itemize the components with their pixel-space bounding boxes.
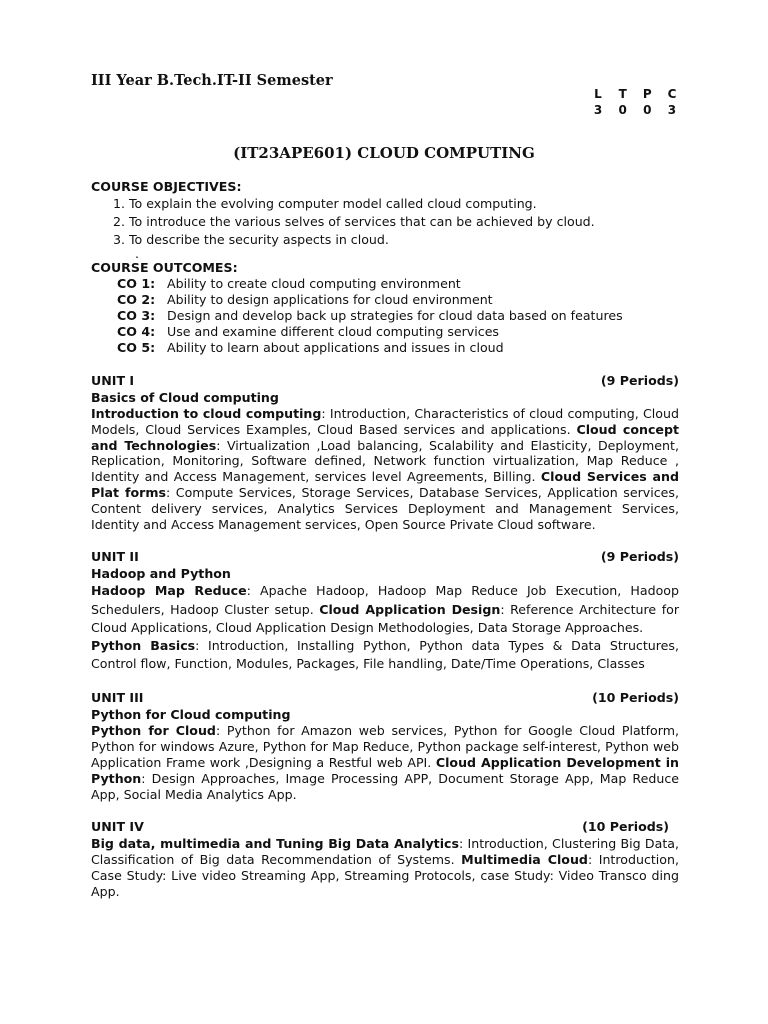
unit-1-topic-heading: Cloud Services and Plat forms [91,469,679,500]
unit-3-body [91,723,679,802]
outcome-item [117,324,679,340]
course-title: (IT23APE601) CLOUD COMPUTING [233,144,535,162]
unit-2-topic-text: : Apache Hadoop, Hadoop Map Reduce Job Execution, Hadoop Schedulers, Hadoop Cluster setup. [91,583,679,617]
outcome-item [117,276,679,292]
ltpc-value-l: 3 [593,103,603,117]
objective-item: 2. To introduce the various selves of services that can be achieved by cloud. [129,213,679,231]
unit-4-title: UNIT IV [91,819,144,835]
unit-1-title: UNIT I [91,373,135,388]
unit-4-header [91,818,679,836]
unit-1-body [91,406,679,532]
syllabus-content [91,178,679,900]
unit-1-subtitle: Basics of Cloud computing [91,390,279,405]
ltpc-value-t: 0 [618,103,627,117]
unit-4-topic-text: : Introduction, Clustering Big Data, Classification of Big data Recommendation of Systems. [91,836,680,868]
ltpc-table [592,86,684,118]
unit-1-topic-heading: Introduction to cloud computing [91,406,322,421]
outcome-item [117,308,679,324]
outcome-text: Ability to design applications for cloud environment [167,292,493,307]
unit-3-periods: (10 Periods) [592,690,679,706]
unit-4-body [91,836,679,899]
unit-3-subtitle: Python for Cloud computing [91,707,291,723]
outcomes-list [91,276,679,356]
outcomes-heading: COURSE OUTCOMES: [91,260,238,275]
unit-3 [91,689,679,802]
ltpc-values-row [592,102,678,118]
unit-2-title: UNIT II [91,549,139,565]
outcome-text: Ability to create cloud computing environment [167,276,461,291]
objectives-trailing-mark: . [135,246,140,261]
unit-2-header [91,548,679,566]
ltpc-value-c: 3 [667,103,677,117]
unit-2-topic-text: : Introduction, Installing Python, Python data Types & Data Structures, Control flow, Function, Modules, Packages, File handling, Date/Time Operations, Classes [91,637,679,672]
outcome-text: Design and develop back up strategies for cloud data based on features [167,308,623,323]
ltpc-label-c: C [667,87,677,101]
objectives-heading: COURSE OBJECTIVES: [91,179,242,194]
unit-1-topic-text: : Virtualization ,Load balancing, Scalability and Elasticity, Deployment, Replication, Monitoring, Software defined, Network function virtualization, Map Reduce , Identity and Access Management, services level Agreements, Billing. [91,437,679,485]
objective-item: 1. To explain the evolving computer model called cloud computing. [129,195,679,213]
ltpc-label-t: T [618,87,627,101]
year-semester-label: III Year B.Tech.IT-II Semester [91,72,333,89]
unit-1-periods: (9 Periods) [600,373,679,388]
outcome-item [117,292,679,308]
unit-2 [91,548,679,673]
unit-2-body-python [91,637,679,673]
ltpc-label-l: L [594,87,602,101]
outcome-code: CO 2: [117,292,156,307]
unit-2-topic-text: : Reference Architecture for Cloud Applications, Cloud Application Design Methodologies, Data Storage Approaches. [91,601,680,635]
unit-4-periods: (10 Periods) [582,819,669,835]
unit-4-topic-heading: Big data, multimedia and Tuning Big Data Analytics [91,836,459,852]
unit-2-topic-heading: Python Basics [91,637,196,653]
objective-item: 3. To describe the security aspects in cloud. [129,231,679,249]
outcome-code: CO 3: [117,308,156,323]
unit-1-header [91,372,679,390]
unit-1 [91,372,679,532]
outcome-item [117,340,679,356]
unit-3-title: UNIT III [91,690,144,706]
outcome-code: CO 5: [117,340,156,355]
unit-2-body [91,582,679,637]
unit-2-subtitle: Hadoop and Python [91,566,231,582]
outcome-code: CO 1: [117,276,156,291]
unit-3-header [91,689,679,707]
unit-2-periods: (9 Periods) [600,549,679,565]
unit-3-topic-heading: Cloud Application Development in Python [91,754,679,786]
unit-4-topic-heading: Multimedia Cloud [461,852,588,868]
outcome-text: Ability to learn about applications and issues in cloud [167,340,504,355]
outcome-text: Use and examine different cloud computing services [167,324,499,339]
unit-3-topic-text: : Design Approaches, Image Processing APP, Document Storage App, Map Reduce App, Social Media Analytics App. [91,770,679,802]
unit-4 [91,818,679,899]
unit-4-topic-text: : Introduction, Case Study: Live video Streaming App, Streaming Protocols, case Study: Video Transco ding App. [91,852,679,899]
unit-3-topic-heading: Python for Cloud [91,723,216,739]
unit-3-topic-text: : Python for Amazon web services, Python for Google Cloud Platform, Python for windows Azure, Python for Map Reduce, Python package self-interest, Python web Application Frame work ,Designing a Restful web API. [91,723,679,770]
objectives-list [91,195,679,249]
unit-1-topic-text: : Introduction, Characteristics of cloud computing, Cloud Models, Cloud Services Examples, Cloud Based services and applications. [91,406,679,437]
unit-1-topic-text: : Compute Services, Storage Services, Database Services, Application services, Content delivery services, Analytics Services Deployment and Management Services, Identity and Access Management services, Open Source Private Cloud software. [91,484,679,532]
unit-2-topic-heading: Hadoop Map Reduce [91,583,247,599]
unit-2-topic-heading: Cloud Application Design [319,601,501,617]
ltpc-label-p: P [642,87,652,101]
ltpc-labels-row [592,86,678,102]
unit-1-topic-heading: Cloud concept and Technologies [91,421,680,453]
outcome-code: CO 4: [117,324,156,339]
ltpc-value-p: 0 [643,103,652,117]
